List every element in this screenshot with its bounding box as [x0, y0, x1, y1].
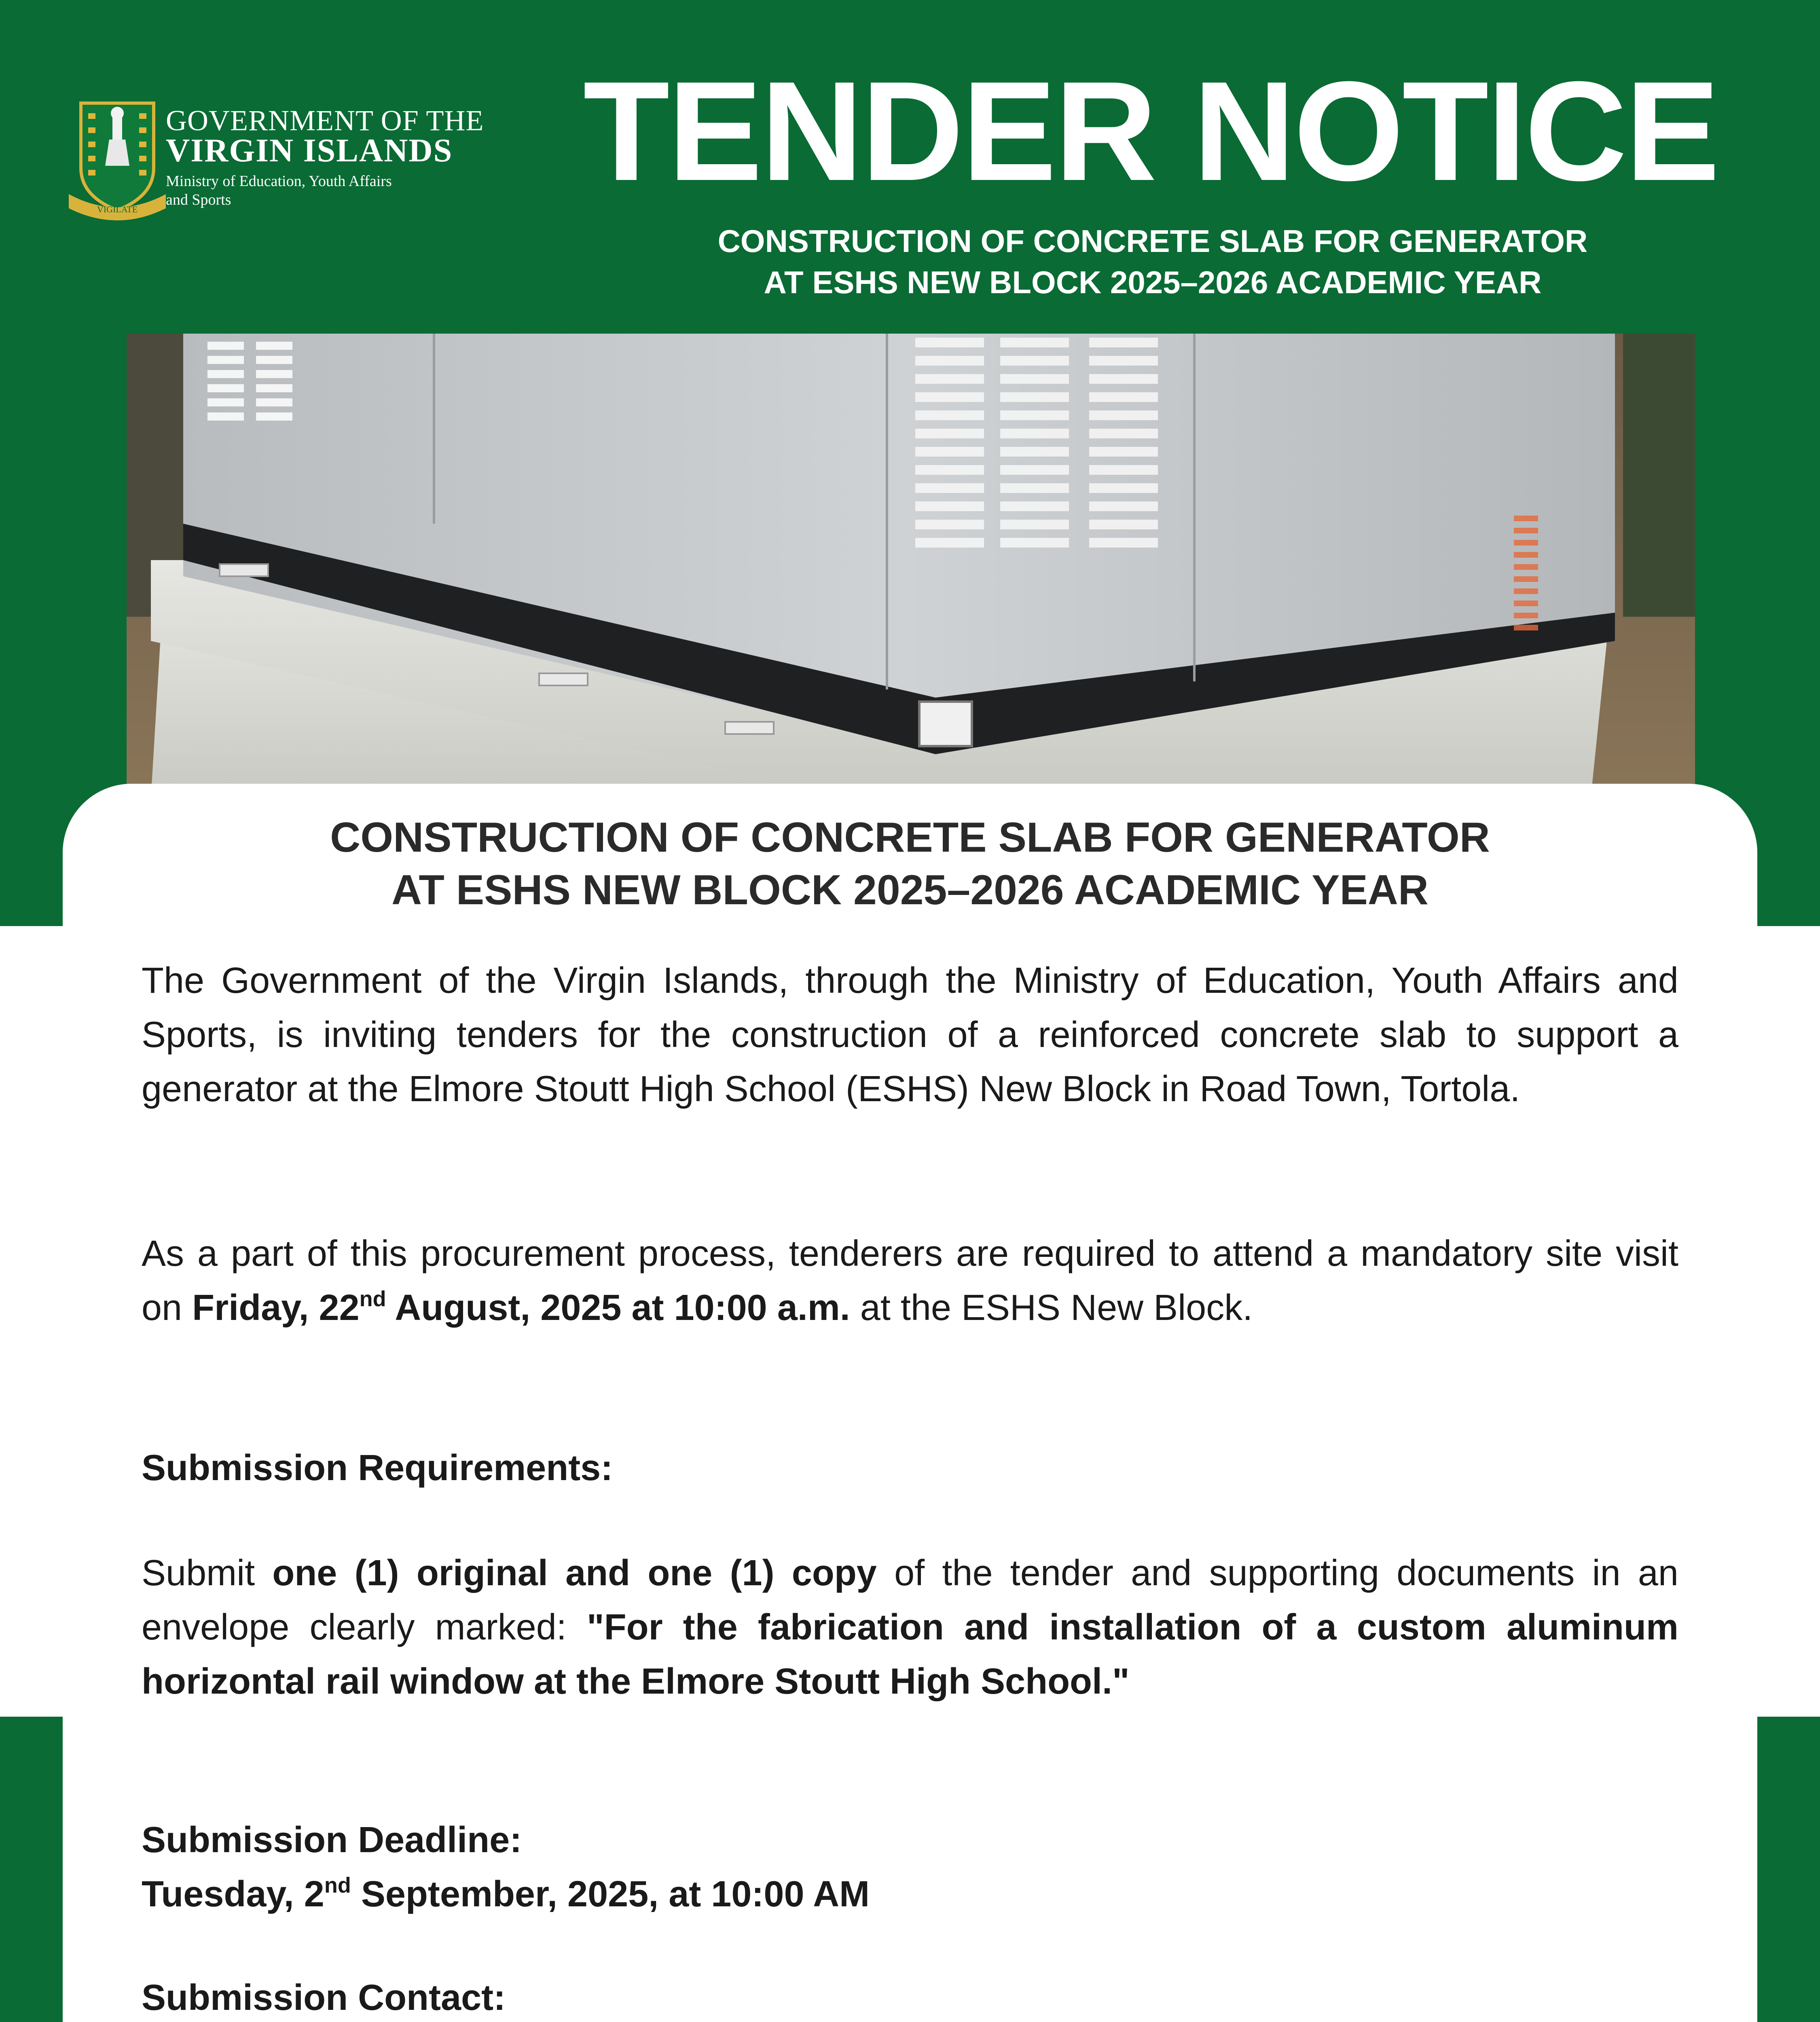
envelope-marking: "For the fabrication and installation of a custom aluminum horizontal rail window at the Elmore Stoutt High School." — [142, 1607, 1678, 1702]
card-title — [63, 811, 1757, 916]
bvi-coat-of-arms-icon — [65, 95, 170, 224]
header-subtitle-line2: AT ESHS NEW BLOCK 2025–2026 ACADEMIC YEAR — [764, 264, 1542, 300]
site-visit-text-pre: As a part of this procurement process, tenderers are required to attend a mandatory site visit on — [142, 1233, 1678, 1328]
crest-motto: VIGILATE — [97, 204, 138, 214]
submission-text-mid: of the tender and supporting documents in an envelope clearly marked: — [142, 1553, 1678, 1648]
deadline-heading: Submission Deadline: — [142, 1820, 522, 1860]
header-subtitle-line1: CONSTRUCTION OF CONCRETE SLAB FOR GENERATOR — [717, 223, 1588, 259]
contact-heading: Submission Contact: — [142, 1978, 506, 2018]
generator-photo — [127, 334, 1695, 799]
site-visit-text-post: at the ESHS New Block. — [850, 1288, 1253, 1328]
requirements-heading: Submission Requirements: — [142, 1448, 613, 1488]
deadline-date-part2: September, 2025, at 10:00 AM — [351, 1874, 870, 1914]
site-visit-date-suffix: nd — [359, 1287, 386, 1311]
ministry-name: Ministry of Education, Youth Affairs and Sports — [166, 173, 392, 208]
submission-copies: one (1) original and one (1) copy — [272, 1553, 877, 1593]
site-visit-date-part2: August, 2025 at 10:00 a.m. — [386, 1288, 850, 1328]
deadline-date-part1: Tuesday, 2 — [142, 1874, 324, 1914]
site-visit-date-part1: Friday, 22 — [192, 1288, 360, 1328]
card-title-line2: AT ESHS NEW BLOCK 2025–2026 ACADEMIC YEAR — [391, 867, 1429, 914]
contact-block — [142, 1971, 1678, 2022]
notice-card — [63, 784, 1757, 2022]
government-name-line2: VIRGIN ISLANDS — [166, 132, 453, 169]
deadline-date — [142, 1867, 1678, 1921]
deadline-block — [142, 1813, 1678, 1921]
submission-text-pre: Submit — [142, 1553, 273, 1593]
site-visit-paragraph — [142, 1227, 1678, 1335]
government-name-line1: GOVERNMENT OF THE — [166, 104, 484, 137]
card-title-line1: CONSTRUCTION OF CONCRETE SLAB FOR GENERATOR — [330, 814, 1490, 861]
deadline-date-suffix: nd — [324, 1873, 351, 1897]
intro-paragraph: The Government of the Virgin Islands, through the Ministry of Education, Youth Affairs and Sports, is inviting tenders for the construction of a reinforced concrete slab to support a generator at the Elmore Stoutt High School (ESHS) New Block in Road Town, Tortola. — [142, 960, 1678, 1109]
page-title: TENDER NOTICE — [583, 52, 1718, 210]
site-visit-date — [192, 1288, 850, 1328]
header-subtitle — [566, 220, 1739, 303]
submission-paragraph — [142, 1546, 1678, 1709]
government-logo — [65, 95, 484, 224]
